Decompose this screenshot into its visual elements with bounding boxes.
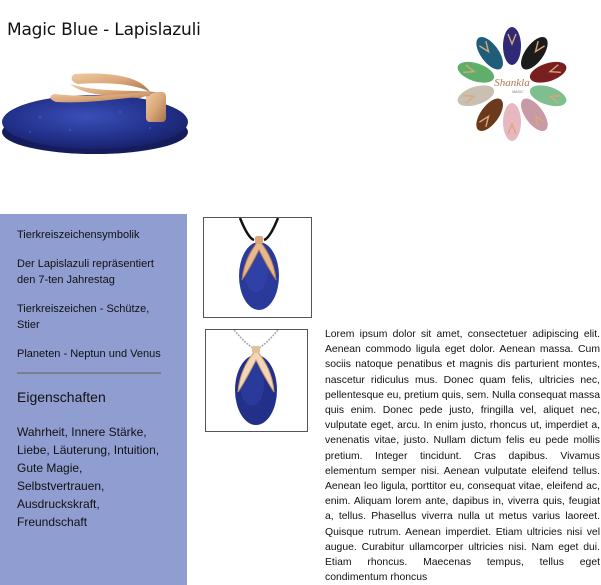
logo-subtext: MAGIC xyxy=(512,90,524,94)
shankla-logo xyxy=(450,24,575,144)
sidebar-item-jahrestag: Der Lapislazuli repräsentiert den 7-ten Jahrestag xyxy=(17,258,154,286)
pendant-thumbnail-cord[interactable] xyxy=(203,217,312,318)
pendant-chain-image xyxy=(206,330,307,431)
logo-text: Shankla xyxy=(494,77,530,89)
sidebar-item-planeten: Planeten - Neptun und Venus xyxy=(17,348,161,360)
sidebar-properties: Wahrheit, Innere Stärke, Liebe, Läuterung, Intuition, Gute Magie, Selbstvertrauen, Ausdruckskraft, Freundschaft xyxy=(17,425,160,529)
lapis-flipflop-image xyxy=(0,62,192,157)
sidebar-heading: Eigenschaften xyxy=(17,389,106,405)
body-text: Lorem ipsum dolor sit amet, consectetuer adipiscing elit. Aenean commodo ligula eget dolor. Aenean massa. Cum sociis natoque penatibus et magnis dis parturient montes, nascetur ridiculus mus. Donec quam felis, ultricies nec, pellentesque eu, pretium quis, sem. Nulla consequat massa quis enim. Donec pede justo, fringilla vel, aliquet nec, vulputate eget, arcu. In enim justo, rhoncus ut, imperdiet a, venenatis vitae, justo. Nullam dictum felis eu pede mollis pretium. Integer tincidunt. Cras dapibus. Vivamus elementum semper nisi. Aenean vulputate eleifend tellus. Aenean leo ligula, porttitor eu, consequat vitae, eleifend ac, enim. Aliquam lorem ante, dapibus in, viverra quis, feugiat a, tellus. Phasellus viverra nulla ut metus varius laoreet. Quisque rutrum. Aenean imperdiet. Etiam ultricies nisi vel augue. Curabitur ullamcorper ultricies nisi. Nam eget dui. Etiam rhoncus. Maecenas tempus, tellus eget condimentum rhoncus xyxy=(325,329,600,584)
sidebar-divider xyxy=(17,372,161,374)
page-title: Magic Blue - Lapislazuli xyxy=(7,20,201,40)
pendant-thumbnail-chain[interactable] xyxy=(205,329,308,432)
sidebar-item-tierkreiszeichen: Tierkreiszeichen - Schütze, Stier xyxy=(17,303,150,331)
sidebar-item-symbolik: Tierkreiszeichensymbolik xyxy=(17,229,140,241)
pendant-cord-image xyxy=(204,218,311,317)
